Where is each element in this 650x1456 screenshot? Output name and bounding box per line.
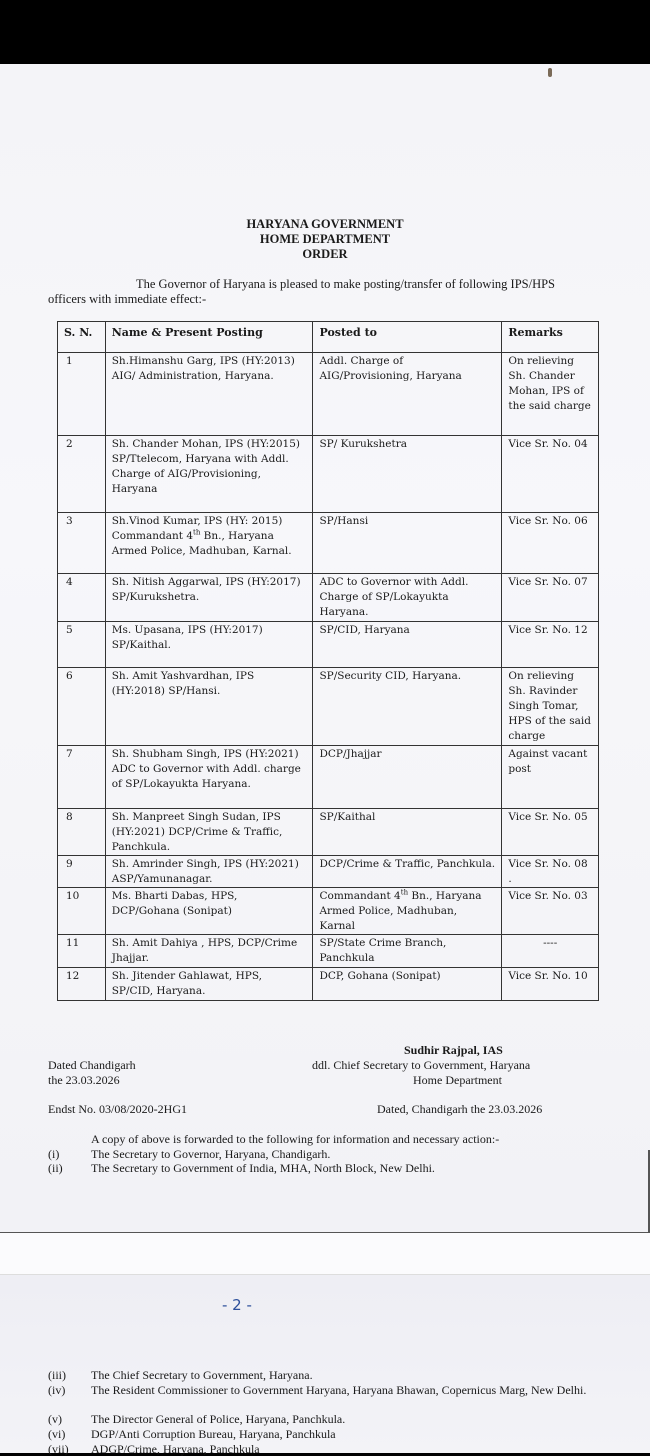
table-row	[58, 668, 599, 746]
name-text: Bn., Haryana Armed Police, Madhuban, Karnal.	[111, 530, 292, 557]
list-text: ADGP/Crime, Haryana, Panchkula	[91, 1442, 260, 1456]
cell-name: Sh.Himanshu Garg, IPS (HY:2013) AIG/ Administration, Haryana.	[105, 353, 313, 436]
heading-department: HOME DEPARTMENT	[259, 232, 391, 246]
table-row	[58, 935, 599, 968]
cell-name: Ms. Bharti Dabas, HPS, DCP/Gohana (Sonipat)	[105, 888, 313, 935]
list-text: The Resident Commissioner to Government Haryana, Haryana Bhawan, Copernicus Marg, New Delhi.	[91, 1383, 587, 1397]
list-number: (v)	[48, 1412, 62, 1426]
cell-remarks: On relieving Sh. Chander Mohan, IPS of the said charge	[502, 353, 599, 436]
cell-posted: SP/ Kurukshetra	[313, 436, 502, 513]
cell-sn: 6	[58, 668, 106, 746]
cell-posted: ADC to Governor with Addl. Charge of SP/Lokayukta Haryana.	[313, 574, 502, 622]
col-header-name: Name & Present Posting	[105, 322, 313, 353]
heading-order: ORDER	[302, 247, 348, 261]
cell-name: Sh. Manpreet Singh Sudan, IPS (HY:2021) DCP/Crime & Traffic, Panchkula.	[105, 809, 313, 856]
list-number: (ii)	[48, 1161, 63, 1175]
list-text: The Director General of Police, Haryana, Panchkula.	[91, 1412, 346, 1426]
cell-remarks: Vice Sr. No. 05	[502, 809, 599, 856]
list-text: The Secretary to Government of India, MHA, North Block, New Delhi.	[91, 1161, 435, 1175]
cell-posted: SP/Hansi	[313, 513, 502, 574]
endorsement-date: Dated, Chandigarh the 23.03.2026	[377, 1102, 543, 1116]
transfer-table	[57, 321, 599, 1001]
posted-text: Bn., Haryana Armed Police, Madhuban, Karnal	[319, 890, 482, 932]
cell-sn: 3	[58, 513, 106, 574]
cell-posted	[313, 888, 502, 935]
col-header-posted: Posted to	[313, 322, 502, 353]
cell-posted: SP/CID, Haryana	[313, 622, 502, 668]
endorsement-number: Endst No. 03/08/2020-2HG1	[48, 1102, 187, 1116]
cell-remarks: Vice Sr. No. 06	[502, 513, 599, 574]
signatory-name: Sudhir Rajpal, IAS	[404, 1043, 503, 1057]
cell-sn: 10	[58, 888, 106, 935]
cell-name: Sh. Shubham Singh, IPS (HY:2021) ADC to Governor with Addl. charge of SP/Lokayukta Haryana.	[105, 746, 313, 809]
forward-text: A copy of above is forwarded to the following for information and necessary action:-	[91, 1132, 500, 1146]
list-text: The Chief Secretary to Government, Haryana.	[91, 1368, 313, 1382]
cell-name	[105, 513, 313, 574]
col-header-remarks: Remarks	[502, 322, 599, 353]
table-row	[58, 746, 599, 809]
cell-posted: Addl. Charge of AIG/Provisioning, Haryana	[313, 353, 502, 436]
table-header-row	[58, 322, 599, 353]
cell-posted: DCP/Jhajjar	[313, 746, 502, 809]
list-text: DGP/Anti Corruption Bureau, Haryana, Panchkula	[91, 1427, 336, 1441]
cell-posted: SP/Kaithal	[313, 809, 502, 856]
table-row	[58, 513, 599, 574]
cell-name: Sh. Amrinder Singh, IPS (HY:2021) ASP/Yamunanagar.	[105, 856, 313, 888]
cell-name: Sh. Amit Dahiya , HPS, DCP/Crime Jhajjar.	[105, 935, 313, 968]
intro-line-2: officers with immediate effect:-	[48, 292, 207, 306]
ordinal-suffix: th	[400, 888, 409, 897]
list-number: (i)	[48, 1147, 60, 1161]
cell-name: Sh. Jitender Gahlawat, HPS, SP/CID, Haryana.	[105, 968, 313, 1001]
cell-name: Sh. Amit Yashvardhan, IPS (HY:2018) SP/Hansi.	[105, 668, 313, 746]
ordinal-suffix: th	[193, 528, 201, 537]
list-number: (iv)	[48, 1383, 66, 1397]
list-number: (iii)	[48, 1368, 66, 1382]
page-gap	[0, 1232, 650, 1275]
cell-posted: SP/Security CID, Haryana.	[313, 668, 502, 746]
table-row	[58, 856, 599, 888]
list-text: The Secretary to Governor, Haryana, Chandigarh.	[91, 1147, 331, 1161]
cell-sn: 8	[58, 809, 106, 856]
cell-name: Ms. Upasana, IPS (HY:2017) SP/Kaithal.	[105, 622, 313, 668]
cell-sn: 4	[58, 574, 106, 622]
table-row	[58, 353, 599, 436]
dated-date: the 23.03.2026	[48, 1073, 120, 1087]
cell-remarks: Vice Sr. No. 07	[502, 574, 599, 622]
heading-government: HARYANA GOVERNMENT	[246, 217, 404, 231]
intro-paragraph	[48, 277, 600, 307]
list-number: (vi)	[48, 1427, 66, 1441]
table-row	[58, 574, 599, 622]
table-row	[58, 809, 599, 856]
cell-sn: 1	[58, 353, 106, 436]
col-header-sn: S. N.	[58, 322, 106, 353]
cell-remarks: Vice Sr. No. 04	[502, 436, 599, 513]
intro-line-1: The Governor of Haryana is pleased to make posting/transfer of following IPS/HPS	[136, 277, 556, 291]
cell-name: Sh. Nitish Aggarwal, IPS (HY:2017) SP/Kurukshetra.	[105, 574, 313, 622]
table-row	[58, 888, 599, 935]
posted-text: Commandant 4	[319, 890, 401, 902]
table-row	[58, 968, 599, 1001]
cell-sn: 2	[58, 436, 106, 513]
cell-remarks: Vice Sr. No. 12	[502, 622, 599, 668]
cell-remarks: Against vacant post	[502, 746, 599, 809]
signatory-designation: ddl. Chief Secretary to Government, Haryana	[312, 1058, 531, 1072]
cell-remarks: ----	[502, 935, 599, 968]
table-row	[58, 436, 599, 513]
cell-posted: DCP/Crime & Traffic, Panchkula.	[313, 856, 502, 888]
cell-posted: SP/State Crime Branch, Panchkula	[313, 935, 502, 968]
cell-remarks: Vice Sr. No. 08 .	[502, 856, 599, 888]
cell-sn: 7	[58, 746, 106, 809]
cell-sn: 12	[58, 968, 106, 1001]
page-number-handwritten: - 2 -	[222, 1296, 252, 1314]
cell-sn: 5	[58, 622, 106, 668]
cell-sn: 9	[58, 856, 106, 888]
name-text: Sh.Vinod Kumar, IPS (HY: 2015) Commandant 4	[111, 515, 283, 542]
signatory-department: Home Department	[413, 1073, 502, 1087]
scan-speck	[548, 68, 552, 77]
cell-remarks: Vice Sr. No. 03	[502, 888, 599, 935]
cell-posted: DCP, Gohana (Sonipat)	[313, 968, 502, 1001]
dated-place: Dated Chandigarh	[48, 1058, 136, 1072]
cell-remarks: On relieving Sh. Ravinder Singh Tomar, HPS of the said charge	[502, 668, 599, 746]
list-number: (vii)	[48, 1442, 69, 1456]
cell-sn: 11	[58, 935, 106, 968]
cell-name: Sh. Chander Mohan, IPS (HY:2015) SP/Ttelecom, Haryana with Addl. Charge of AIG/Provisioning, Haryana	[105, 436, 313, 513]
cell-remarks: Vice Sr. No. 10	[502, 968, 599, 1001]
table-row	[58, 622, 599, 668]
